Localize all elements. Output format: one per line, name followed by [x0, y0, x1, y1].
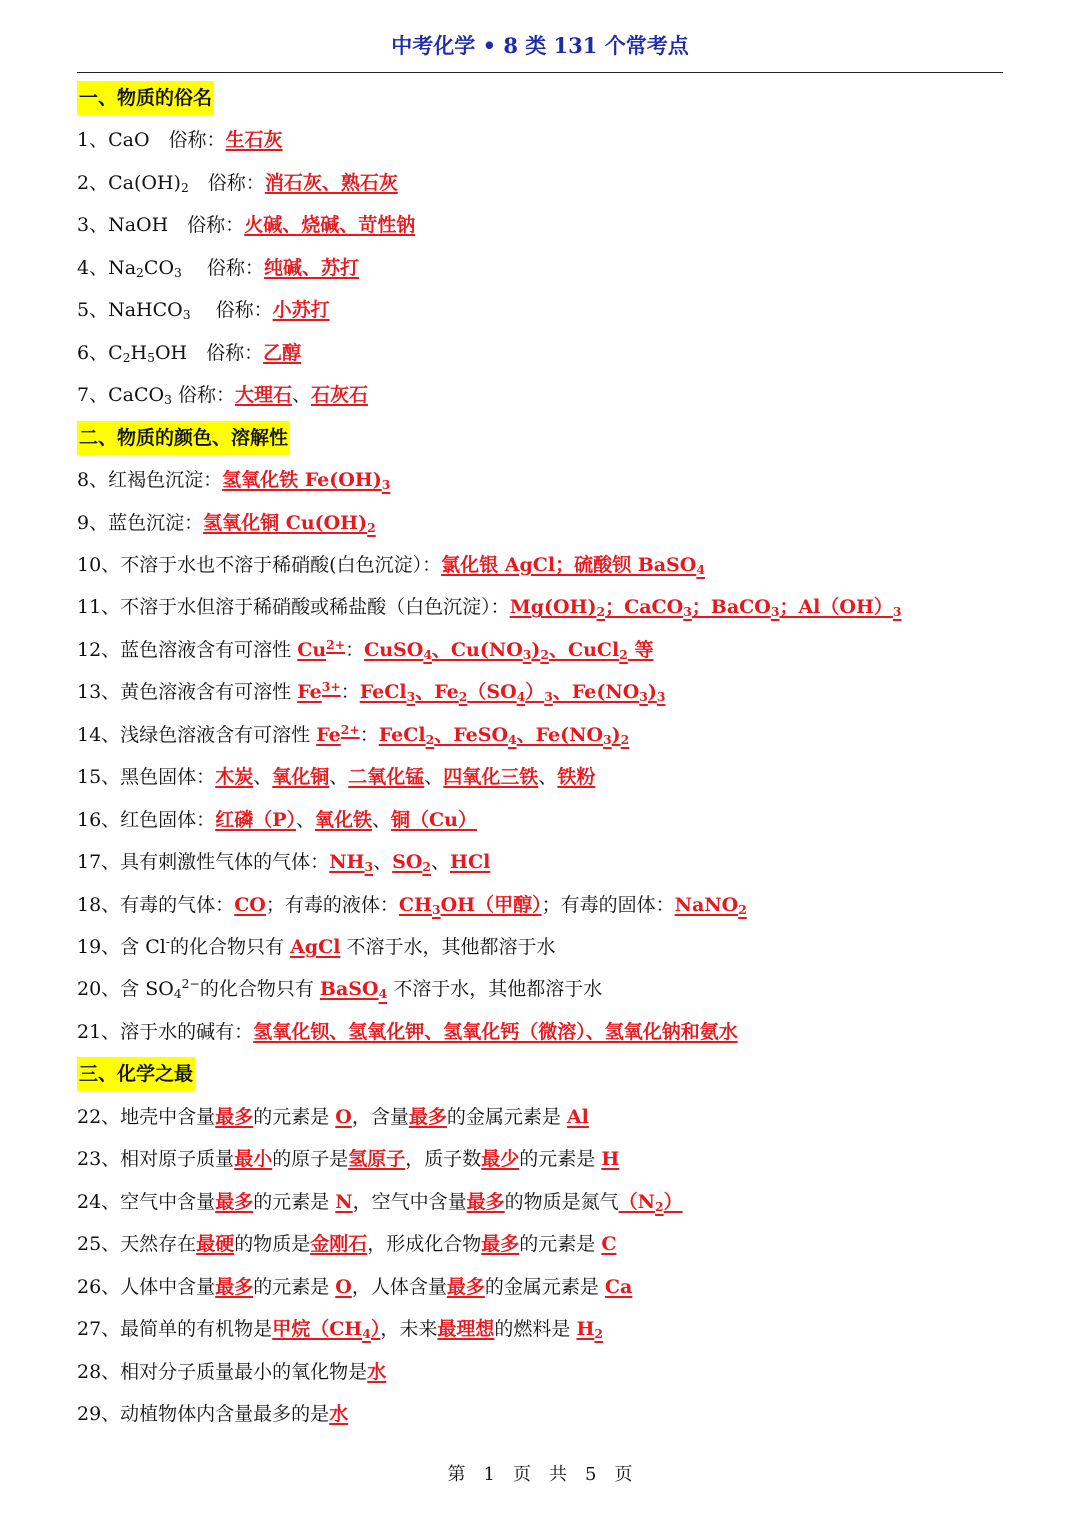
- answer-text: CH: [398, 893, 432, 916]
- answer-text: 最多: [215, 1275, 254, 1298]
- item-text: ，质子数: [405, 1148, 482, 1171]
- answer-text: 氢氧化钡、氢氧化钾、氢氧化钙（微溶）、氢氧化钠和氨水: [253, 1020, 738, 1043]
- item-text: 俗称：: [181, 256, 264, 279]
- list-item: [77, 632, 653, 668]
- answer-text: 火碱、烧碱、苛性钠: [244, 214, 416, 237]
- answer-text: 、FeSO: [434, 723, 509, 746]
- section-heading: 二、物质的颜色、溶解性: [77, 421, 290, 455]
- item-text: OH 俗称：: [154, 341, 264, 364]
- answer-subscript: 2: [596, 604, 606, 620]
- item-text: 21、溶于水的碱有：: [77, 1020, 254, 1043]
- answer-text: O: [335, 1105, 352, 1128]
- answer-subscript: 2: [594, 1326, 603, 1342]
- subscript: 4: [173, 987, 182, 1002]
- answer-subscript: 3: [364, 859, 374, 875]
- answer-subscript: 3: [603, 731, 612, 747]
- item-text: ：: [345, 638, 365, 661]
- answer-subscript: 2: [619, 646, 628, 662]
- answer-text: H: [601, 1148, 620, 1171]
- answer-text: Al: [566, 1105, 589, 1128]
- header-divider: [77, 72, 1003, 73]
- answer-text: Cu: [297, 638, 327, 661]
- item-text: 、: [253, 766, 273, 789]
- item-text: 、: [372, 808, 392, 831]
- item-text: 的金属元素是: [484, 1275, 605, 1298]
- item-text: 的物质是: [234, 1233, 311, 1256]
- answer-text: 、Fe(NO: [552, 681, 640, 704]
- item-text: 19、含 Cl: [77, 936, 166, 958]
- answer-text: 最小: [234, 1148, 273, 1171]
- item-text: 、: [431, 851, 451, 874]
- item-text: 的元素是: [519, 1148, 602, 1171]
- item-text: CO: [143, 256, 175, 279]
- answer-text: 、CuCl: [548, 638, 620, 661]
- answer-text: 红磷（P）: [215, 808, 296, 831]
- answer-text: ）: [525, 681, 545, 704]
- item-text: 13、黄色溶液含有可溶性: [77, 681, 298, 704]
- item-text: 29、动植物体内含量最多的是: [77, 1402, 330, 1425]
- item-text: 1、CaO 俗称：: [77, 129, 226, 152]
- answer-text: ): [531, 638, 541, 661]
- list-item: [77, 1099, 589, 1135]
- answer-subscript: 4: [516, 689, 526, 705]
- answer-text: 等: [627, 638, 654, 661]
- subscript: 3: [164, 393, 172, 408]
- answer-subscript: 4: [696, 562, 705, 578]
- answer-superscript: 2+: [340, 721, 360, 737]
- answer-text: 水: [367, 1360, 387, 1383]
- subscript: 2: [136, 265, 144, 280]
- item-text: ：: [359, 723, 379, 746]
- list-item: [77, 335, 301, 371]
- list-item: [77, 505, 376, 541]
- item-text: 俗称：: [190, 299, 273, 322]
- answer-text: 氢氧化铁 Fe(OH): [222, 469, 382, 492]
- list-item: [77, 547, 705, 583]
- answer-text: 乙醇: [263, 341, 302, 364]
- answer-text: 、Fe(NO: [516, 723, 604, 746]
- answer-text: ）: [663, 1190, 683, 1213]
- item-text: 4、Na: [77, 256, 137, 279]
- answer-subscript: 4: [423, 646, 432, 662]
- answer-text: AgCl: [290, 936, 341, 958]
- list-item: [77, 1141, 619, 1177]
- list-item: [77, 292, 330, 328]
- item-text: 的化合物只有: [199, 978, 320, 1001]
- answer-text: 金刚石: [310, 1233, 368, 1256]
- answer-subscript: 3: [770, 604, 780, 620]
- section-heading: 三、化学之最: [77, 1057, 195, 1091]
- superscript: 2−: [181, 977, 200, 992]
- answer-subscript: 4: [508, 731, 517, 747]
- subscript: 3: [182, 308, 191, 323]
- list-item: [77, 1226, 616, 1262]
- answer-text: 四氧化三铁: [443, 766, 539, 789]
- item-text: ，未来: [380, 1318, 438, 1341]
- item-text: 的元素是: [253, 1105, 336, 1128]
- answer-subscript: 2: [540, 646, 549, 662]
- answer-subscript: 2: [422, 859, 431, 875]
- answer-text: 、Cu(NO: [431, 638, 523, 661]
- answer-text: BaSO: [319, 978, 379, 1001]
- list-item: [77, 462, 390, 498]
- answer-text: 纯碱、苏打: [263, 256, 359, 279]
- answer-text: 最多: [408, 1105, 447, 1128]
- subscript: 2: [180, 180, 189, 195]
- list-item: [77, 207, 415, 243]
- answer-text: ；CaCO: [605, 596, 684, 619]
- superscript: -: [165, 935, 171, 950]
- answer-text: （N: [618, 1190, 656, 1213]
- item-text: 25、天然存在: [77, 1233, 197, 1256]
- answer-text: 小苏打: [272, 299, 330, 322]
- item-text: 20、含 SO: [77, 978, 174, 1001]
- answer-text: 最多: [466, 1190, 505, 1213]
- list-item: [77, 250, 359, 286]
- answer-superscript: 3+: [321, 679, 341, 695]
- item-text: 、: [295, 808, 315, 831]
- answer-subscript: 3: [683, 604, 692, 620]
- item-text: ；有毒的液体：: [265, 893, 399, 916]
- list-item: [77, 1311, 603, 1347]
- answer-text: C: [601, 1233, 617, 1256]
- answer-subscript: 3: [544, 689, 553, 705]
- answer-text: H: [576, 1318, 595, 1341]
- item-text: ，人体含量: [351, 1275, 447, 1298]
- answer-superscript: 2+: [326, 637, 346, 653]
- answer-text: 氧化铁: [315, 808, 373, 831]
- answer-text: ）: [370, 1318, 381, 1341]
- answer-subscript: 2: [620, 731, 630, 747]
- answer-subscript: 3: [522, 646, 532, 662]
- page-footer: 第 1 页 共 5 页: [447, 1464, 633, 1485]
- answer-subscript: 3: [406, 689, 416, 705]
- list-item: [77, 165, 398, 201]
- answer-text: CuSO: [364, 638, 424, 661]
- item-text: 不溶于水，其他都溶于水: [340, 936, 556, 958]
- answer-subscript: 3: [431, 901, 441, 917]
- item-text: 的元素是: [253, 1190, 336, 1213]
- answer-subscript: 4: [362, 1326, 371, 1342]
- list-item: [77, 1184, 683, 1220]
- item-text: 12、蓝色溶液含有可溶性: [77, 638, 298, 661]
- answer-text: 消石灰、熟石灰: [264, 171, 398, 194]
- item-text: ，空气中含量: [352, 1190, 467, 1213]
- item-text: H: [130, 341, 148, 364]
- item-text: 3、NaOH 俗称：: [77, 214, 245, 237]
- answer-text: 生石灰: [225, 129, 283, 152]
- subscript: 2: [122, 350, 131, 365]
- answer-subscript: 3: [381, 477, 391, 493]
- list-item: [77, 589, 902, 625]
- item-text: 、: [424, 766, 444, 789]
- answer-text: 、Fe: [415, 681, 459, 704]
- item-text: 14、浅绿色溶液含有可溶性: [77, 723, 317, 746]
- item-text: 的原子是: [272, 1148, 349, 1171]
- answer-text: （SO: [467, 681, 517, 704]
- item-text: ，含量: [351, 1105, 409, 1128]
- item-text: 23、相对原子质量: [77, 1148, 235, 1171]
- answer-text: 木炭: [215, 766, 254, 789]
- answer-subscript: 3: [656, 689, 666, 705]
- answer-text: O: [335, 1275, 352, 1298]
- item-text: 的金属元素是: [446, 1105, 567, 1128]
- answer-text: 大理石: [234, 384, 292, 407]
- answer-text: Mg(OH): [509, 596, 597, 619]
- answer-subscript: 2: [425, 731, 435, 747]
- item-text: 17、具有刺激性气体的气体：: [77, 851, 330, 874]
- answer-text: 最多: [215, 1105, 254, 1128]
- answer-text: 最硬: [196, 1233, 235, 1256]
- list-item: [77, 759, 595, 795]
- list-item: [77, 844, 490, 880]
- list-item: [77, 1269, 632, 1305]
- subscript: 3: [174, 265, 182, 280]
- answer-text: 最理想: [437, 1318, 495, 1341]
- answer-subscript: 2: [655, 1198, 664, 1214]
- answer-text: 最多: [215, 1190, 254, 1213]
- item-text: ；有毒的固体：: [541, 893, 675, 916]
- answer-text: Fe: [316, 723, 341, 746]
- item-text: ：: [340, 681, 360, 704]
- answer-text: 氯化银 AgCl；硫酸钡 BaSO: [441, 553, 697, 576]
- list-item: [77, 802, 477, 838]
- item-text: 11、不溶于水但溶于稀硝酸或稀盐酸（白色沉淀）：: [77, 596, 510, 619]
- list-item: [77, 1014, 738, 1050]
- list-item: [77, 674, 665, 710]
- section-heading-row: [77, 420, 290, 456]
- item-text: 、: [538, 766, 558, 789]
- section-heading-row: [77, 1056, 195, 1092]
- item-text: ，形成化合物: [367, 1233, 482, 1256]
- answer-text: 氢氧化铜 Cu(OH): [203, 511, 368, 534]
- answer-text: 铁粉: [557, 766, 596, 789]
- list-item: [77, 717, 629, 753]
- item-text: 俗称：: [188, 171, 265, 194]
- answer-text: CO: [234, 893, 266, 916]
- item-text: 俗称：: [171, 384, 235, 407]
- answer-text: Ca: [604, 1275, 633, 1298]
- section-heading-row: [77, 80, 214, 116]
- answer-subscript: 3: [639, 689, 648, 705]
- answer-subscript: 4: [378, 986, 388, 1002]
- answer-text: 石灰石: [311, 384, 369, 407]
- list-item: [77, 1354, 386, 1390]
- item-text: 的化合物只有: [170, 936, 291, 958]
- answer-subscript: 2: [738, 901, 747, 917]
- item-text: 24、空气中含量: [77, 1190, 216, 1213]
- answer-text: 甲烷（CH: [272, 1318, 363, 1341]
- item-text: 、: [373, 851, 393, 874]
- list-item: [77, 929, 555, 965]
- answer-text: N: [335, 1190, 353, 1213]
- answer-text: OH（甲醇）: [440, 893, 542, 916]
- answer-text: 最少: [481, 1148, 520, 1171]
- item-text: 7、CaCO: [77, 384, 165, 407]
- answer-text: FeCl: [359, 681, 407, 704]
- list-item: [77, 971, 602, 1007]
- answer-text: Fe: [297, 681, 322, 704]
- item-text: 15、黑色固体：: [77, 766, 216, 789]
- answer-text: 二氧化锰: [348, 766, 425, 789]
- answer-subscript: 2: [367, 519, 376, 535]
- list-item: [77, 1396, 348, 1432]
- item-text: 的物质是氮气: [504, 1190, 619, 1213]
- item-text: 的元素是: [253, 1275, 336, 1298]
- answer-subscript: 3: [892, 604, 902, 620]
- item-text: 的燃料是: [494, 1318, 577, 1341]
- answer-text: 水: [329, 1402, 349, 1425]
- answer-text: 氧化铜: [272, 766, 330, 789]
- answer-text: HCl: [450, 851, 491, 874]
- answer-text: NaNO: [674, 893, 739, 916]
- item-text: 10、不溶于水也不溶于稀硝酸(白色沉淀）：: [77, 553, 442, 576]
- item-text: 2、Ca(OH): [77, 171, 181, 194]
- page-header-title: 中考化学 • 8 类 131 个常考点: [391, 33, 689, 58]
- answer-text: 氢原子: [348, 1148, 406, 1171]
- answer-text: ): [647, 681, 657, 704]
- answer-text: 铜（Cu）: [391, 808, 477, 831]
- item-text: 9、蓝色沉淀：: [77, 511, 204, 534]
- item-text: 、: [292, 384, 312, 407]
- answer-text: FeCl: [378, 723, 426, 746]
- subscript: 5: [147, 350, 155, 365]
- answer-text: ；BaCO: [691, 596, 771, 619]
- answer-text: ；Al（OH）: [779, 596, 893, 619]
- item-text: 8、红褐色沉淀：: [77, 469, 223, 492]
- item-text: 26、人体中含量: [77, 1275, 216, 1298]
- answer-text: ): [611, 723, 621, 746]
- answer-text: SO: [392, 851, 423, 874]
- item-text: 5、NaHCO: [77, 299, 183, 322]
- answer-text: NH: [329, 851, 365, 874]
- list-item: [77, 377, 368, 413]
- item-text: 16、红色固体：: [77, 808, 216, 831]
- item-text: 28、相对分子质量最小的氧化物是: [77, 1360, 368, 1383]
- list-item: [77, 887, 747, 923]
- answer-text: 最多: [481, 1233, 520, 1256]
- answer-subscript: 2: [458, 689, 468, 705]
- item-text: 18、有毒的气体：: [77, 893, 235, 916]
- item-text: 22、地壳中含量: [77, 1105, 216, 1128]
- item-text: 27、最简单的有机物是: [77, 1318, 273, 1341]
- list-item: [77, 122, 283, 158]
- section-heading: 一、物质的俗名: [77, 81, 214, 115]
- answer-text: 最多: [446, 1275, 485, 1298]
- item-text: 不溶于水，其他都溶于水: [387, 978, 603, 1001]
- item-text: 6、C: [77, 341, 123, 364]
- item-text: 、: [329, 766, 349, 789]
- item-text: 的元素是: [519, 1233, 602, 1256]
